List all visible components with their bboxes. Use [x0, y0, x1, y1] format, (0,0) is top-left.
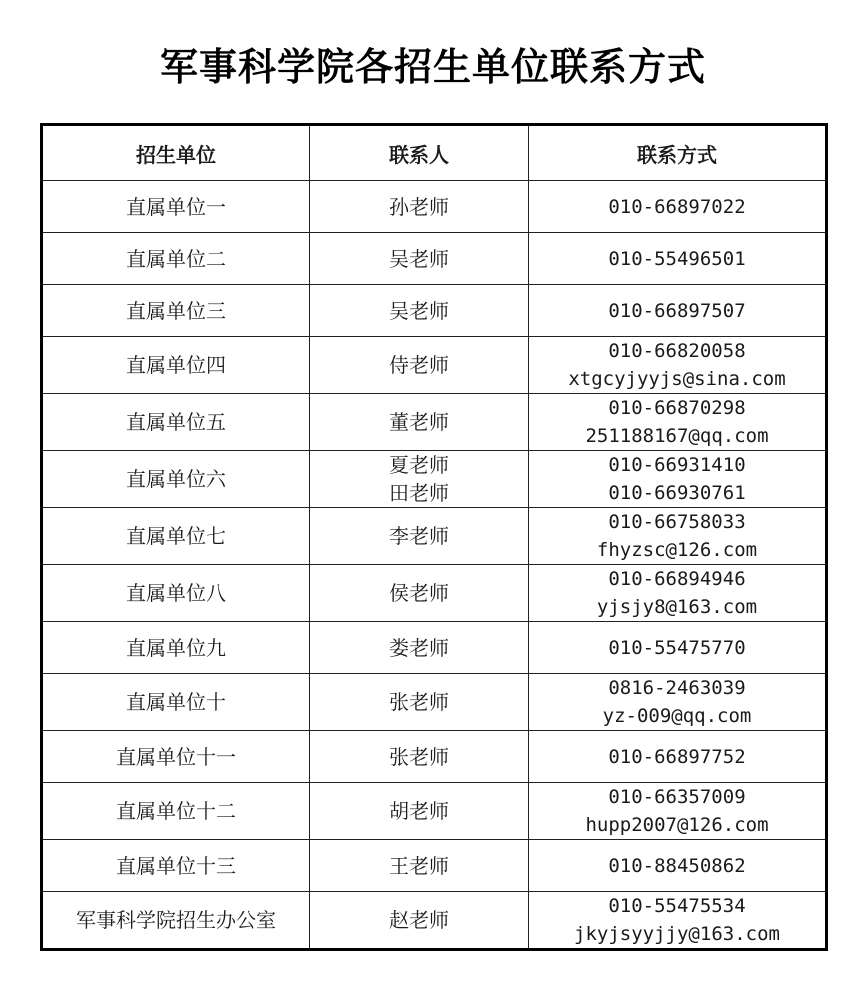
unit-name: 直属单位九 [126, 635, 226, 660]
contact-person: 张老师 [389, 690, 449, 714]
contact-method-cell [529, 840, 827, 892]
unit-cell [42, 783, 310, 840]
contact-person-cell [310, 731, 529, 783]
unit-cell [42, 451, 310, 508]
unit-name: 直属单位四 [126, 353, 226, 377]
contact-person: 王老师 [389, 853, 449, 878]
contact-person-cell [310, 285, 529, 337]
table-row [42, 337, 827, 394]
contact-method-cell [529, 181, 827, 233]
contact-person-cell [310, 181, 529, 233]
phone-number: 010-66894946 [608, 568, 746, 590]
email-text: xtgcyjyyjs@sina.com [568, 368, 786, 390]
contact-method-cell [529, 892, 827, 950]
contact-method-cell [529, 674, 827, 731]
contact-person-cell [310, 233, 529, 285]
contact-method-cell [529, 451, 827, 508]
unit-name: 直属单位八 [126, 581, 226, 605]
unit-name: 直属单位十 [126, 690, 226, 714]
table-row [42, 892, 827, 950]
unit-cell [42, 508, 310, 565]
unit-cell [42, 840, 310, 892]
contact-person: 李老师 [389, 524, 449, 548]
unit-name: 直属单位十一 [116, 744, 236, 769]
table-row [42, 451, 827, 508]
contact-person: 董老师 [389, 410, 449, 434]
table-row [42, 508, 827, 565]
unit-cell [42, 565, 310, 622]
phone-number: 010-66930761 [608, 482, 746, 504]
phone-number: 010-55496501 [608, 247, 746, 270]
table-row [42, 840, 827, 892]
contact-person: 田老师 [389, 481, 449, 505]
contact-person: 娄老师 [389, 635, 449, 660]
unit-name: 直属单位十二 [116, 799, 236, 823]
unit-cell [42, 181, 310, 233]
unit-cell [42, 233, 310, 285]
contact-method-cell [529, 565, 827, 622]
unit-cell [42, 892, 310, 950]
contact-person: 赵老师 [389, 908, 449, 932]
contact-method-cell [529, 622, 827, 674]
phone-number: 010-66931410 [608, 454, 746, 476]
unit-name: 直属单位七 [126, 524, 226, 548]
table-row [42, 565, 827, 622]
phone-number: 0816-2463039 [608, 677, 746, 699]
table-row [42, 181, 827, 233]
contact-method-cell [529, 233, 827, 285]
phone-number: 010-66897022 [608, 195, 746, 218]
contacts-table [40, 123, 828, 951]
contact-person-cell [310, 783, 529, 840]
unit-cell [42, 285, 310, 337]
table-row [42, 783, 827, 840]
phone-number: 010-55475770 [608, 636, 746, 659]
contact-person-cell [310, 508, 529, 565]
contact-person: 张老师 [389, 744, 449, 769]
contact-person: 胡老师 [389, 799, 449, 823]
email-text: jkyjsyyjjy@163.com [574, 923, 780, 945]
table-row [42, 394, 827, 451]
unit-cell [42, 337, 310, 394]
header-contact-method: 联系方式 [529, 125, 827, 181]
contact-person-cell [310, 565, 529, 622]
phone-number: 010-66357009 [608, 786, 746, 808]
unit-cell [42, 674, 310, 731]
contact-method-cell [529, 783, 827, 840]
contact-person: 侯老师 [389, 581, 449, 605]
phone-number: 010-66897752 [608, 745, 746, 768]
unit-name: 直属单位六 [126, 467, 226, 491]
contact-person: 吴老师 [389, 246, 449, 271]
unit-cell [42, 731, 310, 783]
header-unit: 招生单位 [42, 125, 310, 181]
email-text: 251188167@qq.com [585, 425, 769, 447]
phone-number: 010-55475534 [608, 895, 746, 917]
unit-name: 直属单位五 [126, 410, 226, 434]
phone-number: 010-66758033 [608, 511, 746, 533]
table-row [42, 674, 827, 731]
phone-number: 010-66870298 [608, 397, 746, 419]
table-header-row [42, 125, 827, 181]
contact-person: 夏老师 [389, 453, 449, 477]
table-row [42, 233, 827, 285]
contact-person: 孙老师 [389, 194, 449, 219]
phone-number: 010-66820058 [608, 340, 746, 362]
contact-method-cell [529, 285, 827, 337]
contact-person-cell [310, 840, 529, 892]
table-row [42, 731, 827, 783]
contact-method-cell [529, 394, 827, 451]
table-body [42, 181, 827, 950]
table-row [42, 622, 827, 674]
contact-person-cell [310, 674, 529, 731]
page-title: 军事科学院各招生单位联系方式 [159, 45, 706, 89]
contact-person: 吴老师 [389, 298, 449, 323]
header-contact-person: 联系人 [310, 125, 529, 181]
contact-person-cell [310, 622, 529, 674]
unit-cell [42, 622, 310, 674]
contact-person-cell [310, 394, 529, 451]
email-text: hupp2007@126.com [585, 814, 769, 836]
email-text: fhyzsc@126.com [596, 539, 758, 561]
contact-method-cell [529, 731, 827, 783]
contact-person-cell [310, 451, 529, 508]
contact-person-cell [310, 892, 529, 950]
table-row [42, 285, 827, 337]
unit-name: 直属单位一 [126, 194, 226, 219]
phone-number: 010-66897507 [608, 299, 746, 322]
phone-number: 010-88450862 [608, 854, 746, 877]
unit-name: 直属单位三 [126, 298, 226, 323]
contact-person-cell [310, 337, 529, 394]
contact-person: 侍老师 [389, 353, 449, 377]
unit-name: 直属单位二 [126, 246, 226, 271]
contact-method-cell [529, 508, 827, 565]
contact-method-cell [529, 337, 827, 394]
email-text: yjsjy8@163.com [596, 596, 758, 618]
unit-name: 直属单位十三 [116, 853, 236, 878]
unit-name: 军事科学院招生办公室 [76, 908, 276, 932]
email-text: yz-009@qq.com [602, 705, 752, 727]
unit-cell [42, 394, 310, 451]
